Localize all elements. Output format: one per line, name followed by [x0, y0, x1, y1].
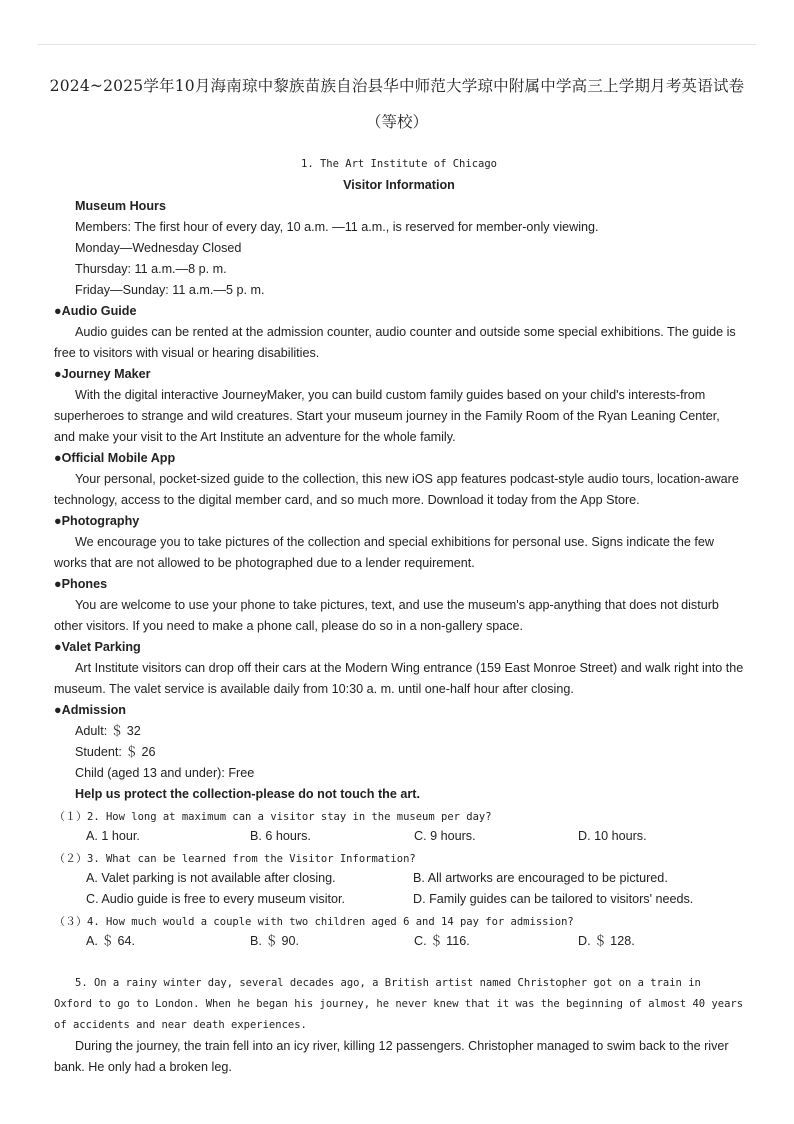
hours-line: Monday—Wednesday Closed [75, 241, 242, 255]
hours-line: Thursday: 11 a.m.—8 p. m. [75, 262, 227, 276]
options-row [54, 889, 744, 910]
option-c[interactable]: C. Audio guide is free to every museum visitor. [86, 892, 345, 906]
audio-text: Audio guides can be rented at the admission counter, audio counter and outside some special exhibitions. The guide is free to visitors with visual or hearing disabilities. [54, 325, 736, 360]
options-row [54, 826, 744, 847]
option-b[interactable]: B. All artworks are encouraged to be pictured. [413, 871, 668, 885]
passage2-text: During the journey, the train fell into an icy river, killing 12 passengers. Christopher managed to swim back to the river bank. He only had a broken leg. [54, 1039, 729, 1074]
exam-subtitle: （等校） [365, 113, 428, 131]
option-a[interactable]: A. ＄ 64. [86, 934, 135, 948]
valet-heading: ●Valet Parking [54, 640, 141, 654]
passage1-heading: Visitor Information [343, 178, 455, 192]
question-text: 3. What can be learned from the Visitor Information? [87, 853, 416, 865]
question [54, 910, 744, 931]
option-b[interactable]: B. 6 hours. [250, 829, 311, 843]
phones-text: You are welcome to use your phone to take pictures, text, and use the museum's app-anything that does not disturb other visitors. If you need to make a phone call, please do so in a non-gallery space. [54, 598, 719, 633]
app-heading: ●Official Mobile App [54, 451, 176, 465]
admission-heading: ●Admission [54, 703, 126, 717]
phones-heading: ●Phones [54, 577, 108, 591]
hours-line: Friday—Sunday: 11 a.m.—5 p. m. [75, 283, 265, 297]
option-d[interactable]: D. Family guides can be tailored to visitors' needs. [413, 892, 694, 906]
exam-title: 2024~2025学年10月海南琼中黎族苗族自治县华中师范大学琼中附属中学高三上学期月考英语试卷 [49, 77, 745, 95]
question-mark: （３） [54, 916, 87, 928]
option-d[interactable]: D. ＄ 128. [578, 934, 635, 948]
hours-heading: Museum Hours [75, 199, 166, 213]
passage2-intro: 5. On a rainy winter day, several decades ago, a British artist named Christopher got on a train in Oxford to go to London. When he began his journey, he never knew that it was the beginning of almost 40 years of accidents and near death experiences. [54, 977, 744, 1031]
document-body [54, 154, 744, 1078]
option-c[interactable]: C. 9 hours. [414, 829, 476, 843]
option-c[interactable]: C. ＄ 116. [414, 934, 470, 948]
audio-heading: ●Audio Guide [54, 304, 137, 318]
options-row [54, 868, 744, 889]
journey-text: With the digital interactive JourneyMaker, you can build custom family guides based on your child's interests-from superheroes to strange and wild creatures. Start your museum journey in the Family Room of the Ryan Leaning Center, and make your visit to the Art Institute an adventure for the whole family. [54, 388, 720, 444]
question [54, 847, 744, 868]
option-a[interactable]: A. Valet parking is not available after closing. [86, 871, 336, 885]
admission-line: Child (aged 13 and under): Free [75, 766, 255, 780]
question-text: 2. How long at maximum can a visitor stay in the museum per day? [87, 811, 492, 823]
option-b[interactable]: B. ＄ 90. [250, 934, 299, 948]
photo-heading: ●Photography [54, 514, 140, 528]
valet-text: Art Institute visitors can drop off their cars at the Modern Wing entrance (159 East Monroe Street) and walk right into the museum. The valet service is available daily from 10:30 a. m. until one-half hour after closing. [54, 661, 744, 696]
passage1-number-title: 1. The Art Institute of Chicago [301, 158, 497, 170]
photo-text: We encourage you to take pictures of the collection and special exhibitions for personal use. Signs indicate the few works that are not allowed to be photographed due to a lender requirement. [54, 535, 714, 570]
closing-note: Help us protect the collection-please do not touch the art. [75, 787, 420, 801]
app-text: Your personal, pocket-sized guide to the collection, this new iOS app features podcast-style audio tours, location-aware technology, access to the digital member card, and so much more. Download it today from the App Store. [54, 472, 739, 507]
question-mark: （２） [54, 853, 87, 865]
spacer [54, 952, 744, 973]
header-rule [38, 44, 756, 45]
journey-heading: ●Journey Maker [54, 367, 151, 381]
question-mark: （１） [54, 811, 87, 823]
options-row [54, 931, 744, 952]
option-a[interactable]: A. 1 hour. [86, 829, 140, 843]
option-d[interactable]: D. 10 hours. [578, 829, 647, 843]
question-text: 4. How much would a couple with two children aged 6 and 14 pay for admission? [87, 916, 574, 928]
question [54, 805, 744, 826]
hours-line: Members: The first hour of every day, 10 a.m. —11 a.m., is reserved for member-only viewing. [75, 220, 599, 234]
admission-line: Student: ＄ 26 [75, 745, 156, 759]
admission-line: Adult: ＄ 32 [75, 724, 141, 738]
